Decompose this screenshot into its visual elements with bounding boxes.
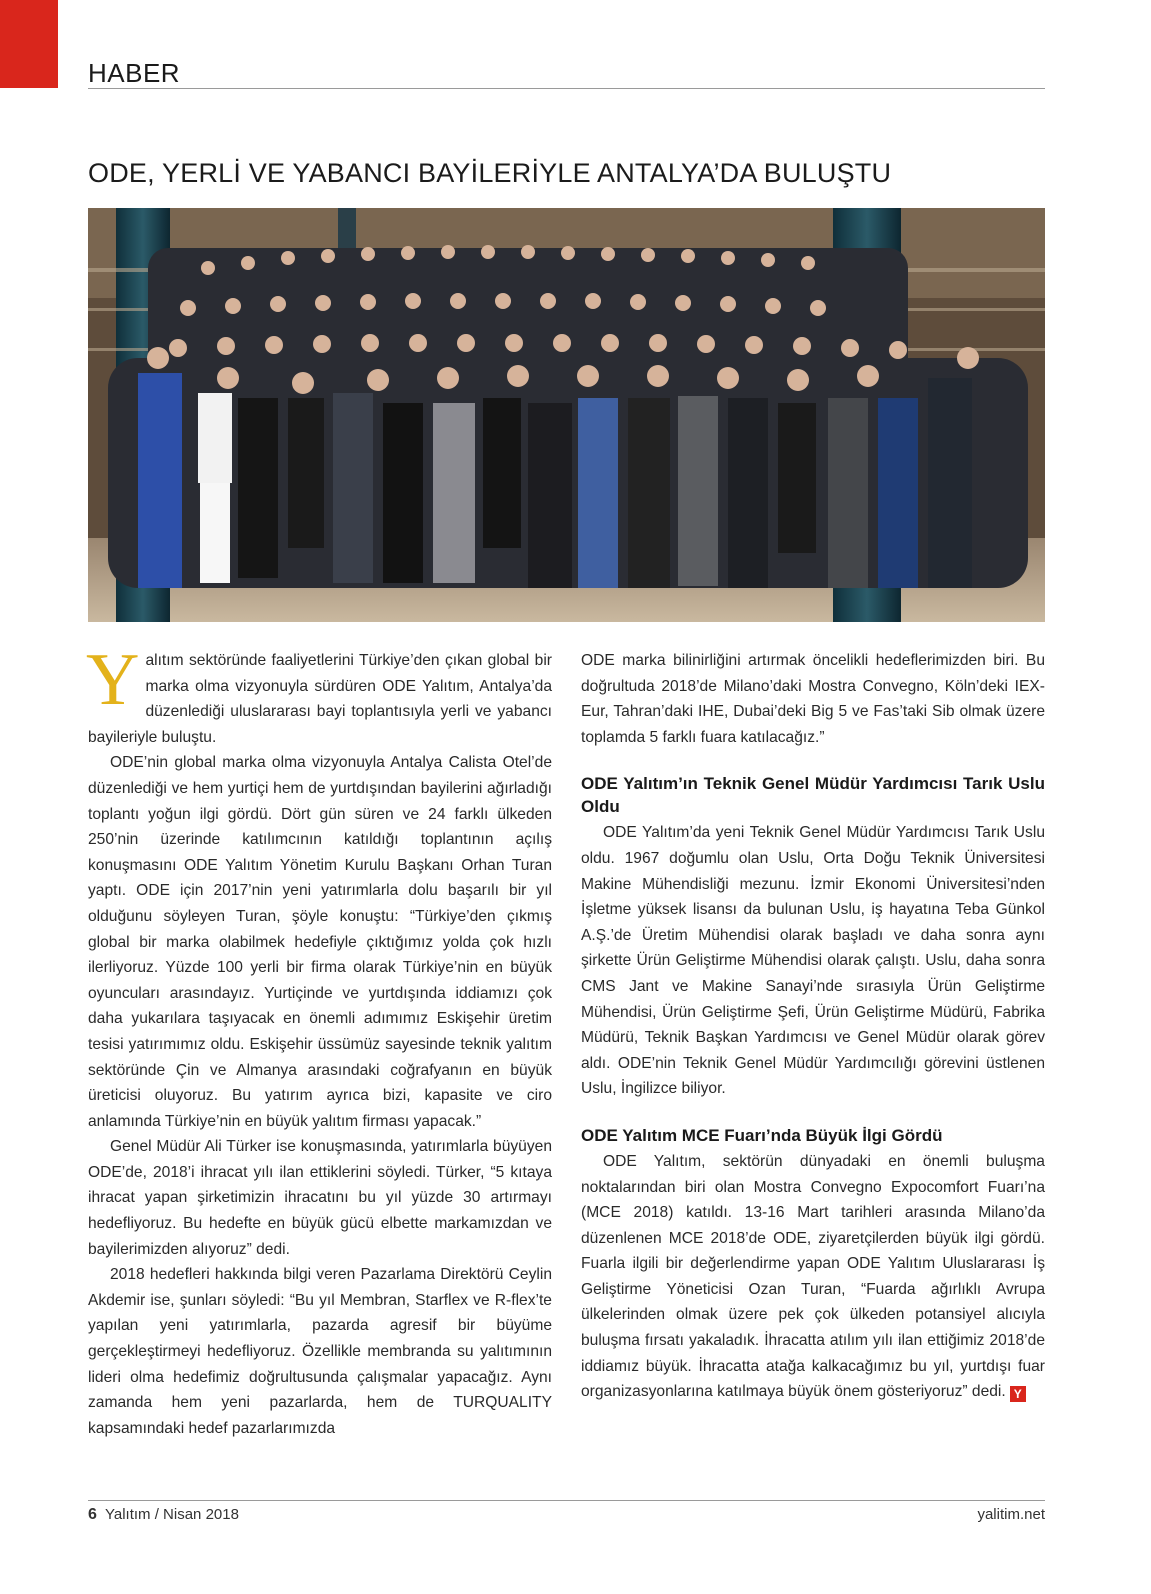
section-color-tab [0, 0, 58, 88]
page-number: 6 [88, 1506, 97, 1523]
article-paragraph: 2018 hedefleri hakkında bilgi veren Pazarlama Direktörü Ceylin Akdemir ise, şunları söyledi: “Bu yıl Membran, Starflex ve R-flex’te yapılan yeni yatırımlarla, pazarda agresif bir büyüme gerçekleştirmeyi hedefliyoruz. Özellikle membranda su yalıtımının lideri olma hedefimiz doğrultusunda çalışmalar yapacağız. Aynı zamanda hem yeni pazarlarda, hem de TURQUALITY kapsamındaki hedef pazarlarımızda [88, 1266, 552, 1437]
article-title: ODE, YERLİ VE YABANCI BAYİLERİYLE ANTALYA’DA BULUŞTU [88, 158, 892, 188]
group-photo [88, 208, 1045, 622]
publication-issue: Yalıtım / Nisan 2018 [104, 1506, 239, 1523]
drop-cap: Y [86, 639, 140, 721]
footer-website: yalitim.net [977, 1506, 1045, 1523]
footer-page-info [88, 1506, 239, 1524]
subheading-mce-fair: ODE Yalıtım MCE Fuarı’nda Büyük İlgi Gördü [581, 1125, 943, 1145]
section-label: HABER [88, 58, 181, 88]
article-paragraph: ODE Yalıtım, sektörün dünyadaki en önemli buluşma noktalarından biri olan Mostra Convegno Expocomfort Fuarı’na (MCE 2018) katıldı. 13-16 Mart tarihleri arasında Milano’da düzenlenen MCE 2018’de ODE, ziyaretçilerden büyük ilgi gördü. Fuarla ilgili bir değerlendirme yapan ODE Yalıtım Uluslararası İş Geliştirme Yöneticisi Ozan Turan, “Fuarda ağırlıklı Avrupa ülkelerinden olmak üzere pek çok ülkeden potansiyel alıcıyla buluşma fırsatı yakaladık. İhracatta atılım yılı ilan ettiğimiz 2018’de iddiamız büyük. İhracatta atağa kalkacağımız bu yıl, yurtdışı fuar organizasyonlarına katılmaya büyük önem gösteriyoruz” dedi. Y [581, 1152, 1045, 1402]
footer-divider [88, 1500, 1045, 1501]
end-mark-logo-icon: Y [1010, 1386, 1026, 1402]
article-column-left [86, 639, 552, 1441]
article-paragraph: Genel Müdür Ali Türker ise konuşmasında, yatırımlarla büyüyen ODE’de, 2018’i ihracat yılı ilan ettiklerini söyledi. Türker, “5 kıtaya ihracat yapan şirketimizin ihracatını bu yıl yüzde 30 artırmayı hedefliyoruz. Bu hedefte en büyük gücü elbette markamızdan ve bayilerimizden alıyoruz” dedi. [88, 1138, 552, 1258]
group-photo-illustration [88, 208, 1045, 622]
article-paragraph: ODE Yalıtım’da yeni Teknik Genel Müdür Yardımcısı Tarık Uslu oldu. 1967 doğumlu olan Uslu, Orta Doğu Teknik Üniversitesi Makine Mühendisliği mezunu. İzmir Ekonomi Üniversitesi’nden İşletme yüksek lisansı da bulunan Uslu, iş hayatına Teba Günkol A.Ş.’de Üretim Mühendisi olarak başladı ve daha sonra aynı şirkette Ürün Geliştirme Mühendisi olarak çalıştı. Uslu, daha sonra CMS Jant ve Makine Sanayi’nde sırasıyla Ürün Geliştirme Mühendisi, Ürün Geliştirme Şefi, Ürün Geliştirme Müdürü, Fabrika Müdürü, Teknik Başkan Yardımcısı ve Genel Müdür olarak görev aldı. ODE’nin Teknik Genel Müdür Yardımcılığı görevini üstlenen Uslu, İngilizce biliyor. [581, 824, 1045, 1098]
article-paragraph: ODE’nin global marka olma vizyonuyla Antalya Calista Otel’de düzenlediği ve hem yurtiçi hem de yurtdışından bayilerini ağırladığı toplantı yoğun ilgi gördü. Dört gün süren ve 24 farklı ülkeden 250’nin üzerinde katılımcının katıldığı toplantının açılış konuşmasını ODE Yalıtım Yönetim Kurulu Başkanı Orhan Turan yaptı. ODE için 2017’nin yeni yatırımlarla dolu başarılı bir yıl olduğunu söyleyen Turan, şöyle konuştu: “Türkiye’den çıkmış global bir marka olabilmek hedefiyle çıktığımız yolda çok hızlı ilerliyoruz. Yüzde 100 yerli bir firma olarak Türkiye’nin en büyük oyuncuları arasındayız. Yurtiçinde ve yurtdışında iddiamızı çok daha yukarılara taşıyacak en önemli adımımız Eskişehir üretim tesisi yatırımımız oldu. Eskişehir üssümüz sayesinde teknik yalıtım sektöründe Çin ve Almanya arasındaki coğrafyanın en büyük üreticisi oluyoruz. Bu yatırım ayrıca bizi, kapasite ve ciro anlamında Türkiye’nin en büyük yalıtım firması yapacak.” [88, 754, 552, 1130]
article-column-right [581, 648, 1045, 1405]
header-divider [88, 88, 1045, 89]
article-paragraph: ODE marka bilinirliğini artırmak öncelikli hedeflerimizden biri. Bu doğrultuda 2018’de Milano’daki Mostra Convegno, Köln’deki IEX- Eur, Tahran’daki IHE, Dubai’deki Big 5 ve Fas’taki Sib olmak üzere toplamda 5 farklı fuara katılacağız.” [581, 652, 1045, 746]
article-paragraph: Yalıtım sektöründe faaliyetlerini Türkiye’den çıkan global bir marka olma vizyonuyla sürdüren ODE Yalıtım, Antalya’da düzenlediği uluslararası bayi toplantısıyla yerli ve yabancı bayileriyle buluştu. [86, 639, 552, 746]
subheading-technical-manager: ODE Yalıtım’ın Teknik Genel Müdür Yardımcısı Tarık Uslu Oldu [581, 774, 1045, 817]
